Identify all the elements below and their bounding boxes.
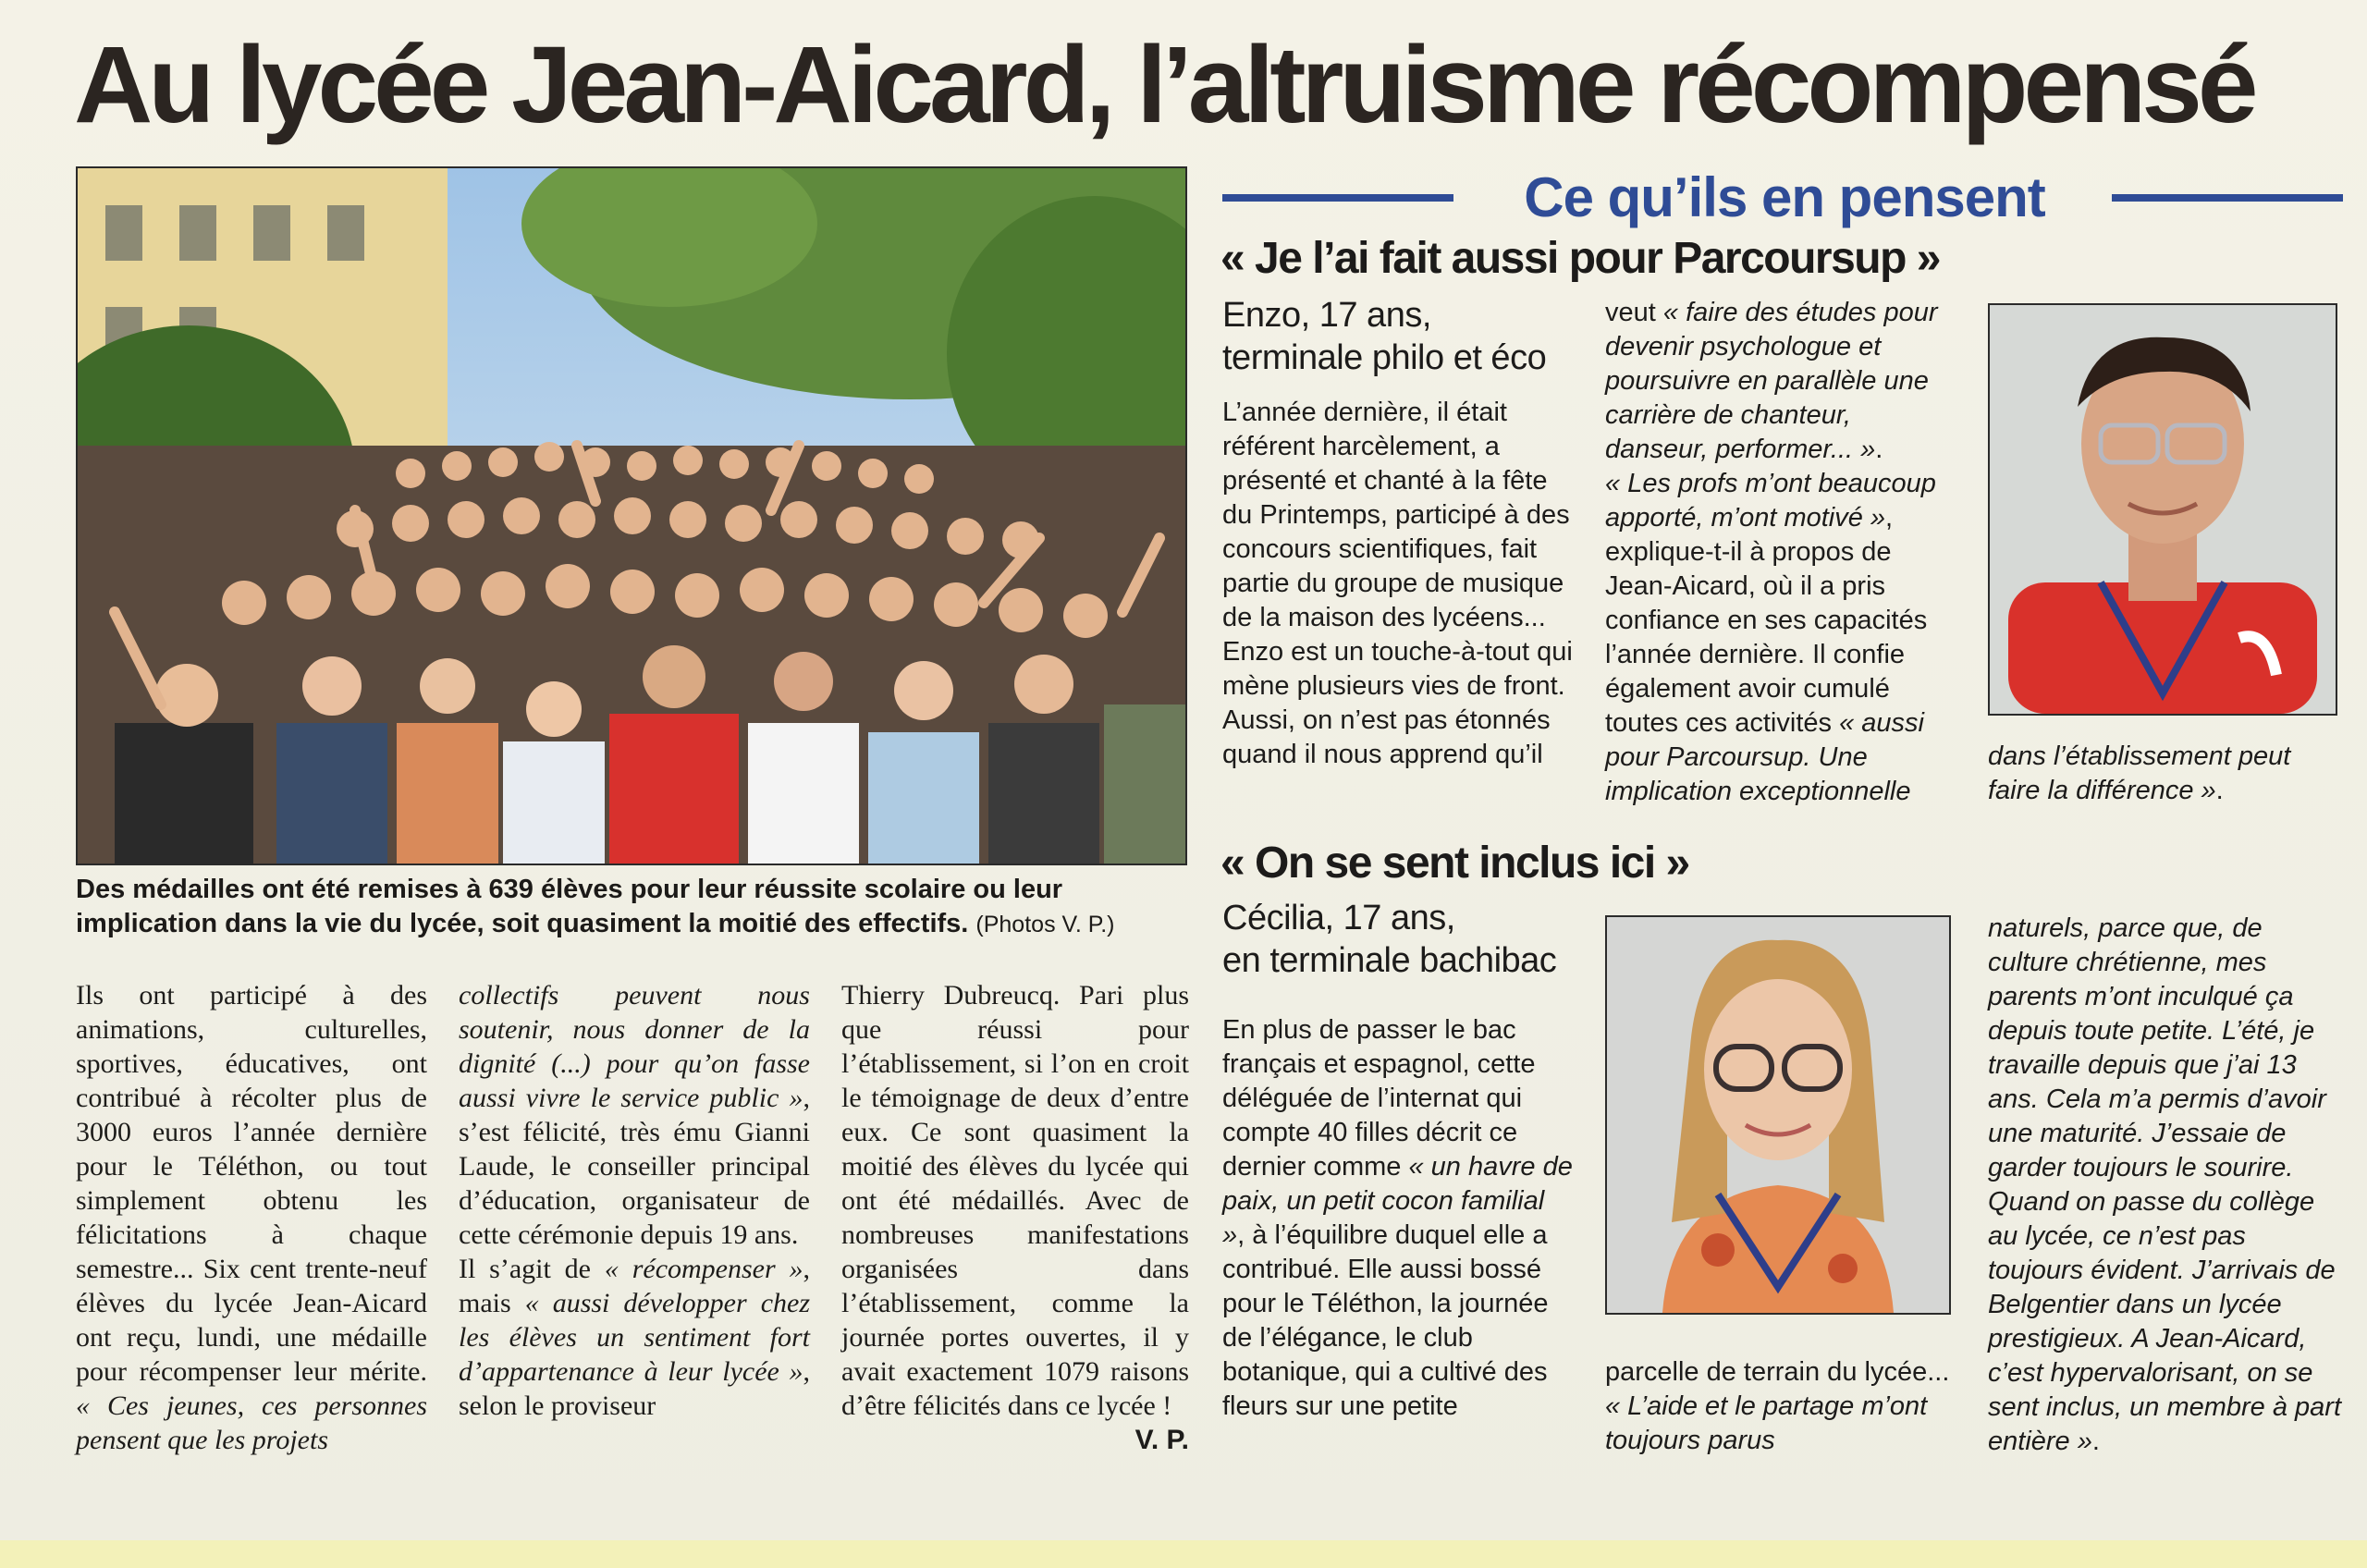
- section-rule-left: [1222, 194, 1453, 202]
- article-col3-text: Thierry Dubreucq. Pari plus que réussi pour l’établissement, si l’on en croit le témoignage de deux d’entre eux. Ce sont quasiment la moitié des élèves du lycée qui ont été médaillés. Avec de nombreuses manifestations organisées dans l’établissement, comme la journée portes ouvertes, il y avait exactement 1079 raisons d’être félicités dans ce lycée !: [841, 980, 1189, 1421]
- article-col2-quote: collectifs peuvent nous soutenir, nous donner de la dignité (...) pour qu’on fasse aussi vivre le service public »: [459, 980, 810, 1113]
- testimonial-2-column-2: [1605, 1355, 1956, 1458]
- testimonial-1-col2-q3: « aussi pour Parcoursup. Une implication exceptionnelle: [1605, 708, 1924, 806]
- testimonial-2-col3-end: .: [2091, 1427, 2100, 1456]
- article-col1-text: Ils ont participé à des animations, culturelles, sportives, éducatives, ont contribué à récolter plus de 3000 euros l’année dernière pour le Téléthon, ou tout simplement obtenu les félicitations à chaque semestre... Six cent trente-neuf élèves du lycée Jean-Aicard ont reçu, lundi, une médaille pour récompenser leur mérite.: [76, 980, 427, 1387]
- article-headline: Au lycée Jean-Aicard, l’altruisme récompensé: [74, 24, 2254, 146]
- testimonial-1-col2-c: , explique-t-il à propos de Jean-Aicard, où il a pris confiance en ses capacités l’année dernière. Il confie également avoir cumulé toutes ces activités: [1605, 503, 1928, 738]
- section-rule-right: [2112, 194, 2343, 202]
- article-column-2: [459, 978, 810, 1423]
- section-title: Ce qu’ils en pensent: [1524, 166, 2045, 228]
- testimonial-1-name-line2: terminale philo et éco: [1222, 338, 1547, 377]
- group-photo: [76, 166, 1187, 865]
- testimonial-2-name: [1222, 897, 1556, 982]
- article-col2-quote2: « récompenser »: [604, 1254, 803, 1284]
- testimonial-1-col1-text: L’année dernière, il était référent harcèlement, a présenté et chanté à la fête du Printemps, participé à des concours scientifiques, fait partie du groupe de musique de la maison des lycéens... Enzo est un touche-à-tout qui mène plusieurs vies de front. Aussi, on n’est pas étonnés quand il nous apprend qu’il: [1222, 398, 1573, 769]
- testimonial-1-column-3: [1988, 740, 2339, 808]
- photo-caption: [76, 873, 1195, 942]
- testimonial-2-col1-a: En plus de passer le bac français et espagnol, cette déléguée de l’internat qui compte 40 filles décrit ce dernier comme: [1222, 1015, 1536, 1182]
- cecilia-portrait: [1605, 915, 1951, 1315]
- article-col2-text-d: , selon le proviseur: [459, 1356, 810, 1421]
- testimonial-1-name: [1222, 294, 1546, 379]
- testimonial-1-col2-a: veut: [1605, 298, 1656, 327]
- cecilia-portrait-illustration: [1607, 917, 1949, 1313]
- testimonial-2-name-line2: en terminale bachibac: [1222, 941, 1557, 980]
- testimonial-1-col2-q2: « Les profs m’ont beaucoup apporté, m’ont motivé »: [1605, 469, 1936, 533]
- testimonial-2-title: « On se sent inclus ici »: [1220, 839, 1689, 888]
- section-header: [1222, 166, 2343, 231]
- enzo-portrait: [1988, 303, 2337, 716]
- testimonial-2-col3-q: naturels, parce que, de culture chrétienne, mes parents m’ont inculqué ça depuis toute petite. L’été, je travaille depuis que j’ai 13 ans. Cela m’a permis d’avoir une maturité. J’essaie de garder toujours le sourire. Quand on passe du collège au lycée, ce n’est pas toujours évident. J’arrivais de Belgentier dans un lycée prestigieux. A Jean-Aicard, c’est hypervalorisant, on se sent inclus, un membre à part entière »: [1988, 913, 2342, 1456]
- testimonial-2-column-1: [1222, 1013, 1574, 1424]
- article-signature: V. P.: [1134, 1425, 1189, 1455]
- testimonial-1-col2-q1: « faire des études pour devenir psychologue et poursuivre en parallèle une carrière de chanteur, danseur, performer... »: [1605, 298, 1938, 464]
- testimonial-1-col3-q: dans l’établissement peut faire la différence »: [1988, 741, 2291, 805]
- testimonial-2-col1-b: , à l’équilibre duquel elle a contribué. Elle aussi bossé pour le Téléthon, la journée de l’élégance, le club botanique, qui a cultivé des fleurs sur une petite: [1222, 1220, 1549, 1421]
- testimonial-1-column-1: [1222, 396, 1574, 772]
- article-col2-text-c: , mais: [459, 1254, 811, 1318]
- photo-caption-text: Des médailles ont été remises à 639 élèves pour leur réussite scolaire ou leur implication dans la vie du lycée, soit quasiment la moitié des effectifs.: [76, 875, 1063, 938]
- testimonial-1-col3-end: .: [2215, 776, 2224, 805]
- page-bottom-strip: [0, 1540, 2367, 1568]
- testimonial-2-col2-a: parcelle de terrain du lycée...: [1605, 1357, 1950, 1387]
- testimonial-2-col2-q: « L’aide et le partage m’ont toujours parus: [1605, 1391, 1928, 1455]
- article-col2-text-b: Il s’agit de: [459, 1254, 591, 1284]
- article-col1-quote: « Ces jeunes, ces personnes pensent que les projets: [76, 1390, 427, 1455]
- testimonial-1-name-line1: Enzo, 17 ans,: [1222, 296, 1431, 335]
- enzo-portrait-illustration: [1990, 305, 2336, 714]
- article-col2-text-a: , s’est félicité, très ému Gianni Laude, le conseiller principal d’éducation, organisateur de cette cérémonie depuis 19 ans.: [459, 1083, 810, 1250]
- testimonial-2-column-3: [1988, 912, 2341, 1459]
- article-column-1: [76, 978, 427, 1457]
- article-column-3: [841, 978, 1189, 1457]
- testimonial-1-title: « Je l’ai fait aussi pour Parcoursup »: [1220, 234, 1940, 283]
- photo-credit: (Photos V. P.): [975, 912, 1115, 937]
- group-photo-illustration: [78, 168, 1185, 864]
- testimonial-1-col2-b: .: [1875, 435, 1883, 464]
- article-col2-quote3: « aussi développer chez les élèves un sentiment fort d’appartenance à leur lycée »: [459, 1288, 810, 1387]
- testimonial-2-col1-q: « un havre de paix, un petit cocon familial »: [1222, 1152, 1573, 1250]
- testimonial-1-column-2: [1605, 296, 1956, 809]
- testimonial-2-name-line1: Cécilia, 17 ans,: [1222, 899, 1455, 937]
